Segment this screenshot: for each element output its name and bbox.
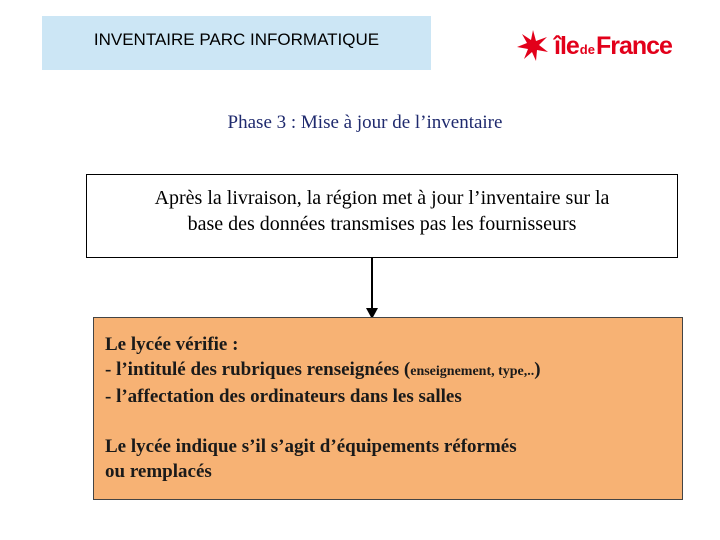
delivery-update-box (86, 174, 678, 258)
school-verification-box (93, 317, 683, 500)
verification-line-1: Le lycée vérifie : (105, 334, 239, 355)
logo-de: de (579, 41, 595, 57)
verification-line-4: Le lycée indique s’il s’agit d’équipements réformés (105, 436, 517, 457)
verification-line-3: - l’affectation des ordinateurs dans les salles (105, 386, 462, 407)
verification-line-2-detail: enseignement, type,.. (410, 364, 535, 379)
delivery-update-line-1: Après la livraison, la région met à jour l’inventaire sur la (154, 187, 610, 209)
header-title-box (42, 16, 431, 70)
verification-line-2-main: - l’intitulé des rubriques renseignées ( (105, 359, 411, 380)
spacer (105, 409, 682, 434)
verification-line-5: ou remplacés (105, 461, 212, 482)
delivery-update-line-2: base des données transmises pas les fournisseurs (187, 213, 577, 235)
logo-ile: île (554, 31, 579, 60)
phase-title: Phase 3 : Mise à jour de l’inventaire (227, 112, 503, 133)
flow-arrow (362, 258, 382, 320)
logo-france: France (595, 31, 672, 60)
verification-line-2 (105, 357, 682, 384)
header-title: INVENTAIRE PARC INFORMATIQUE (93, 30, 380, 49)
star-burst-icon (516, 29, 550, 63)
verification-line-2-close: ) (534, 359, 541, 380)
iledefrance-logo (516, 26, 696, 66)
